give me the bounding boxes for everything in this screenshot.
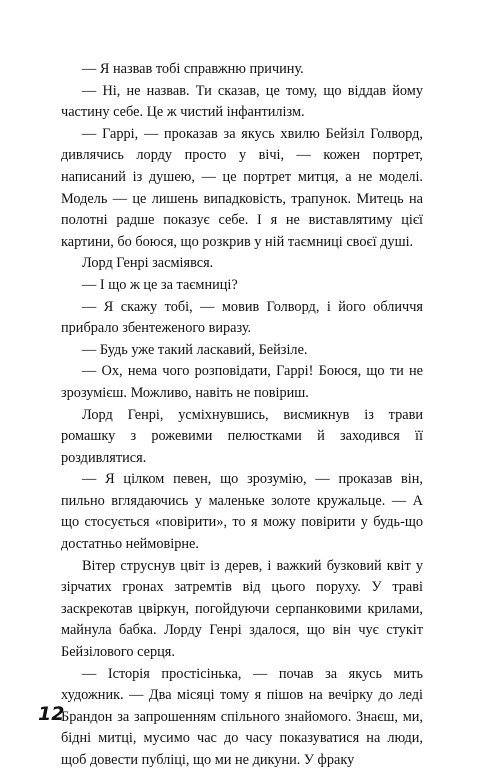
paragraph-11: Вітер струснув цвіт із дерев, і важкий бузковий квіт у зірчатих гронах затремтів від цього поруху. У траві заскрекотав цвіркун, погойдуючи серпанковими крилами, майнула бабка. Лорду Генрі здалося, що він чує стукіт Бейзілового серця.: [61, 557, 423, 661]
paragraph-6: — Я скажу тобі, — мовив Голворд, і його обличчя прибрало збентеженого виразу.: [61, 298, 423, 337]
page-number: 12: [38, 703, 65, 725]
paragraph-3: — Гаррі, — проказав за якусь хвилю Бейзіл Голворд, дивлячись лорду просто у вічі, — кожен портрет, написаний із душею, — це портрет митця, а не моделі. Модель — це лишень випадковість, трапунок. Митець на полотні радше показує себе. І я не виставлятиму цієї картини, бо боюся, що розкрив у ній таємниці своєї душі.: [61, 125, 423, 250]
body-text: [61, 59, 423, 772]
paragraph-2: — Ні, не назвав. Ти сказав, це тому, що віддав йому частину себе. Це ж чистий інфантилізм.: [61, 82, 423, 121]
paragraph-5: — І що ж це за таємниці?: [82, 276, 238, 293]
paragraph-1: — Я назвав тобі справжню причину.: [82, 61, 304, 77]
paragraph-10: — Я цілком певен, що зрозумію, — проказав він, пильно вглядаючись у маленьке золоте кружальце. — А що стосується «повірити», то я можу повірити у будь-що достатньо неймовірне.: [61, 471, 423, 553]
paragraph-12: — Історія простісінька, — почав за якусь мить художник. — Два місяці тому я пішов на вечірку до леді Брандон за запрошенням спільного знайомого. Знаєш, ми, бідні митці, мусимо час до часу показуватися на люди, щоб довести публіці, що ми не дикуни. У фраку: [61, 665, 423, 768]
paragraph-4: Лорд Генрі засміявся.: [82, 255, 214, 272]
paragraph-9: Лорд Генрі, усміхнувшись, висмикнув із трави ромашку з рожевими пелюстками й заходився її роздивлятися.: [61, 406, 423, 466]
paragraph-7: — Будь уже такий ласкавий, Бейзіле.: [82, 341, 308, 358]
paragraph-8: — Ох, нема чого розповідати, Гаррі! Боюся, що ти не зрозумієш. Можливо, навіть не повіриш.: [61, 363, 423, 401]
